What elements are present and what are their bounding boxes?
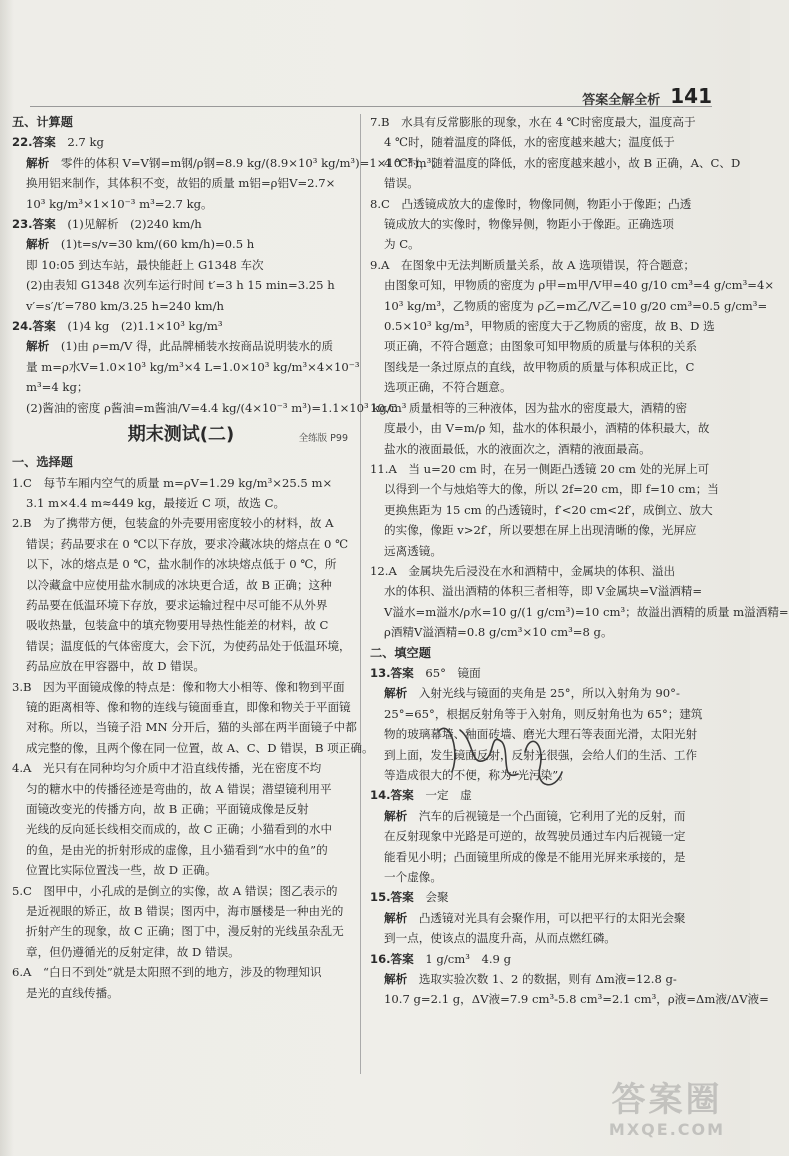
text-line: 10.C 质量相等的三种液体，因为盐水的密度最大，酒精的密 xyxy=(370,400,688,415)
line-text: (1)由 ρ=m/V 得，此品牌桶装水按商品说明装水的质 xyxy=(60,339,334,354)
text-line: 2.B 为了携带方便，包装盒的外壳要用密度较小的材料，故 A xyxy=(12,516,334,531)
analysis-line xyxy=(370,683,714,703)
page-header xyxy=(582,80,712,108)
text-line: 即 10:05 到达车站，最快能赶上 G1348 车次 xyxy=(26,257,264,272)
answer-line xyxy=(370,949,714,969)
text-line: 4.A 光只有在同种均匀介质中才沿直线传播，光在密度不均 xyxy=(12,761,322,776)
text-line: 的鱼，是由光的折射形成的虚像，且小猫看到“水中的鱼”的 xyxy=(26,842,328,857)
text-line: 是光的直线传播。 xyxy=(26,985,119,1000)
header-rule xyxy=(30,106,712,107)
text-line: 远离透镜。 xyxy=(384,543,442,558)
section-heading: 五、计算题 xyxy=(12,115,73,129)
text-line: 项正确，不符合题意；由图象可知甲物质的质量与体积的关系 xyxy=(384,339,698,354)
text-line: 换用铝来制作，其体积不变，故铝的质量 m铝=ρ铝V=2.7× xyxy=(26,176,336,191)
text-line: 以冷藏盒中应使用盐水制成的冰块更合适，故 B 正确；这种 xyxy=(26,577,332,592)
analysis-label: 解析 xyxy=(384,686,408,701)
text-line: 选项正确，不符合题意。 xyxy=(384,380,512,395)
text-line: 盐水的液面最低，水的液面次之，酒精的液面最高。 xyxy=(384,441,651,456)
line-text: (1)4 kg (2)1.1×10³ kg/m³ xyxy=(67,319,223,334)
text-line: 折射产生的现象，故 C 正确；图丁中，漫反射的光线虽杂乱无 xyxy=(26,924,344,939)
answer-label: 13.答案 xyxy=(370,665,414,680)
text-line: 成完整的像，且两个像在同一位置，故 A、C、D 错误，B 项正确。 xyxy=(26,740,374,755)
analysis-line xyxy=(370,806,714,826)
text-line: 25°=65°，根据反射角等于入射角，则反射角也为 65°；建筑 xyxy=(384,706,703,721)
text-line: 镜成放大的实像时，物像异侧，物距小于像距。正确选项 xyxy=(384,217,674,232)
line-text: 1 g/cm³ 4.9 g xyxy=(425,951,512,966)
line-text: 入射光线与镜面的夹角是 25°，所以入射角为 90°- xyxy=(418,686,680,701)
text-line: 位置比实际位置浅一些，故 D 正确。 xyxy=(26,863,217,878)
text-line: 光线的反向延长线相交而成的，故 C 正确；小猫看到的水中 xyxy=(26,822,333,837)
line-text: 一定 虚 xyxy=(425,788,472,803)
text-line: 物的玻璃幕墙、釉面砖墙、磨光大理石等表面光滑，太阳光射 xyxy=(384,727,698,742)
text-line: V溢水=m溢水/ρ水=10 g/(1 g/cm³)=10 cm³；故溢出酒精的质量 m溢酒精= xyxy=(384,604,789,619)
answer-line xyxy=(370,887,714,907)
section-heading: 二、填空题 xyxy=(370,645,431,660)
text-line: 4 ℃时，随着温度的降低，水的密度越来越大；温度低于 xyxy=(384,135,675,150)
text-line: 的实像，像距 v>2f′，所以要想在屏上出现清晰的像，光屏应 xyxy=(384,523,697,538)
column-divider xyxy=(360,114,361,1074)
text-line: 吸收热量，包装盒中的填充物要用导热性能差的材料，故 C xyxy=(26,618,329,633)
answer-line xyxy=(12,132,350,152)
text-line: (2)由表知 G1348 次列车运行时间 t′=3 h 15 min=3.25 h xyxy=(26,278,335,293)
text-line: 面镜改变光的传播方向，故 B 正确；平面镜成像是反射 xyxy=(26,802,309,816)
analysis-line xyxy=(12,336,350,356)
answer-line xyxy=(12,316,350,336)
header-title: 答案全解全析 xyxy=(582,93,661,108)
answer-label: 24.答案 xyxy=(12,319,56,334)
section-title xyxy=(12,418,350,452)
text-line: 镜的距离相等、像和物的连线与镜面垂直，即像和物关于平面镜 xyxy=(26,699,351,714)
text-line: 错误；药品要求在 0 ℃以下存放，要求冷藏冰块的熔点在 0 ℃ xyxy=(26,536,349,551)
line-text: 凸透镜对光具有会聚作用，可以把平行的太阳光会聚 xyxy=(418,910,686,925)
text-line: 11.A 当 u=20 cm 时，在另一侧距凸透镜 20 cm 处的光屏上可 xyxy=(370,461,710,476)
line-text: (1)t=s/v=30 km/(60 km/h)=0.5 h xyxy=(60,237,255,252)
section-heading: 一、选择题 xyxy=(12,455,73,470)
line-text: 65° 镜面 xyxy=(425,665,481,680)
watermark-line1: 答案圈 xyxy=(611,1080,723,1120)
text-line: 10.7 g=2.1 g，ΔV液=7.9 cm³-5.8 cm³=2.1 cm³，ρ液=Δm液/ΔV液= xyxy=(384,992,769,1007)
text-line: 药品要在低温环境下存放，要求运输过程中尽可能不从外界 xyxy=(26,597,328,612)
text-line: 一个虚像。 xyxy=(384,870,442,885)
analysis-label: 解析 xyxy=(384,972,408,987)
right-column xyxy=(370,112,789,1010)
text-line: 到上面，发生镜面反射，反射光很强，会给人们的生活、工作 xyxy=(384,747,698,762)
answer-label: 16.答案 xyxy=(370,951,414,966)
text-line: 0.5×10³ kg/m³，甲物质的密度大于乙物质的密度，故 B、D 选 xyxy=(384,319,715,334)
answer-label: 15.答案 xyxy=(370,890,414,905)
text-line: 到一点，使该点的温度升高，从而点燃红磷。 xyxy=(384,931,616,946)
watermark-line2: MXQE.COM xyxy=(608,1120,726,1139)
watermark xyxy=(592,1080,742,1150)
text-line: 10³ kg/m³×1×10⁻³ m³=2.7 kg。 xyxy=(26,196,213,211)
answer-line xyxy=(370,785,714,805)
text-line: 7.B 水具有反常膨胀的现象，水在 4 ℃时密度最大，温度高于 xyxy=(370,115,696,129)
text-line: 量 m=ρ水V=1.0×10³ kg/m³×4 L=1.0×10³ kg/m³×4×10⁻³ xyxy=(26,359,360,374)
line-text: 零件的体积 V=V钢=m钢/ρ钢=8.9 kg/(8.9×10³ kg/m³)=1×10⁻³ m³； xyxy=(60,155,443,170)
text-line: 1.C 每节车厢内空气的质量 m=ρV=1.29 kg/m³×25.5 m× xyxy=(12,475,333,490)
text-line: 在反射现象中光路是可逆的，故驾驶员通过车内后视镜一定 xyxy=(384,829,686,844)
line-text: 2.7 kg xyxy=(67,135,104,150)
text-line: 以得到一个与烛焰等大的像，所以 2f=20 cm，即 f=10 cm；当 xyxy=(384,482,719,497)
text-line: 5.C 图甲中，小孔成的是倒立的实像，故 A 错误；图乙表示的 xyxy=(12,883,338,898)
practice-ref-tag: 全练版 P99 xyxy=(298,433,348,445)
analysis-line xyxy=(12,234,350,254)
text-line: v′=s′/t′=780 km/3.25 h=240 km/h xyxy=(26,298,225,313)
analysis-label: 解析 xyxy=(26,339,50,354)
text-line: m³=4 kg； xyxy=(26,380,89,395)
line-text: 汽车的后视镜是一个凸面镜，它利用了光的反射，而 xyxy=(418,808,686,823)
text-line: 3.B 因为平面镜成像的特点是：像和物大小相等、像和物到平面 xyxy=(12,679,345,694)
answer-label: 14.答案 xyxy=(370,788,414,803)
text-line: 4 ℃时，随着温度的降低，水的密度越来越小，故 B 正确，A、C、D xyxy=(384,155,741,170)
text-line: 由图象可知，甲物质的密度为 ρ甲=m甲/V甲=40 g/10 cm³=4 g/cm³=4× xyxy=(384,278,775,293)
text-line: 药品应放在甲容器中，故 D 错误。 xyxy=(26,659,205,674)
answer-label: 22.答案 xyxy=(12,135,56,150)
text-line: 以下，冰的熔点是 0 ℃，盐水制作的冰块熔点低于 0 ℃，所 xyxy=(26,557,337,572)
text-line: (2)酱油的密度 ρ酱油=m酱油/V=4.4 kg/(4×10⁻³ m³)=1.1×10³ kg/m³ xyxy=(26,400,407,415)
text-line: 12.A 金属块先后浸没在水和酒精中，金属块的体积、溢出 xyxy=(370,563,676,578)
text-line: 更换焦距为 15 cm 的凸透镜时，f′<20 cm<2f′，成倒立、放大 xyxy=(384,502,713,517)
line-text: 选取实验次数 1、2 的数据，则有 Δm液=12.8 g- xyxy=(418,972,677,987)
text-line: 章，但仍遵循光的反射定律，故 D 错误。 xyxy=(26,944,240,959)
analysis-line xyxy=(12,153,443,173)
analysis-label: 解析 xyxy=(384,910,408,925)
text-line: 8.C 凸透镜成放大的虚像时，物像同侧，物距小于像距；凸透 xyxy=(370,196,692,211)
analysis-line xyxy=(370,969,714,989)
text-line: 9.A 在图象中无法判断质量关系，故 A 选项错误，符合题意； xyxy=(370,257,696,272)
text-line: 水的体积、溢出酒精的体积三者相等，即 V金属块=V溢酒精= xyxy=(384,584,703,599)
text-line: 对称。所以，当镜子沿 MN 分开后，猫的头部在两半面镜子中都 xyxy=(26,720,357,735)
answer-line xyxy=(12,214,350,234)
text-line: ρ酒精V溢酒精=0.8 g/cm³×10 cm³=8 g。 xyxy=(384,625,613,640)
text-line: 能看见小明；凸面镜里所成的像是不能用光屏来承接的，是 xyxy=(384,849,686,864)
analysis-label: 解析 xyxy=(384,808,408,823)
text-line: 等造成很大的不便，称为“光污染”。 xyxy=(384,768,570,782)
line-text: (1)见解析 (2)240 km/h xyxy=(67,217,202,232)
text-line: 6.A “白日不到处”就是太阳照不到的地方，涉及的物理知识 xyxy=(12,965,322,980)
text-line: 错误。 xyxy=(384,176,419,191)
analysis-line xyxy=(370,908,714,928)
analysis-label: 解析 xyxy=(26,155,50,170)
text-line: 10³ kg/m³，乙物质的密度为 ρ乙=m乙/V乙=10 g/20 cm³=0.5 g/cm³= xyxy=(384,298,768,313)
text-line: 度最小，由 V=m/ρ 知，盐水的体积最小，酒精的体积最大，故 xyxy=(384,421,710,436)
page-number: 141 xyxy=(670,84,712,108)
answer-line xyxy=(370,663,714,683)
text-line: 是近视眼的矫正，故 B 错误；图丙中，海市蜃楼是一种由光的 xyxy=(26,904,344,919)
section-title-text: 期末测试(二) xyxy=(127,424,235,446)
analysis-label: 解析 xyxy=(26,237,50,252)
line-text: 会聚 xyxy=(425,890,449,905)
text-line: 图线是一条过原点的直线，故甲物质的质量与体积成正比，C xyxy=(384,359,695,374)
text-line: 匀的糖水中的传播径迹是弯曲的，故 A 错误；潜望镜利用平 xyxy=(26,781,332,796)
text-line: 错误；温度低的气体密度大，会下沉，为使药品处于低温环境， xyxy=(26,638,351,653)
text-line: 3.1 m×4.4 m≈449 kg，最接近 C 项，故选 C。 xyxy=(26,495,286,510)
text-line: 为 C。 xyxy=(384,237,420,252)
answer-label: 23.答案 xyxy=(12,217,56,232)
